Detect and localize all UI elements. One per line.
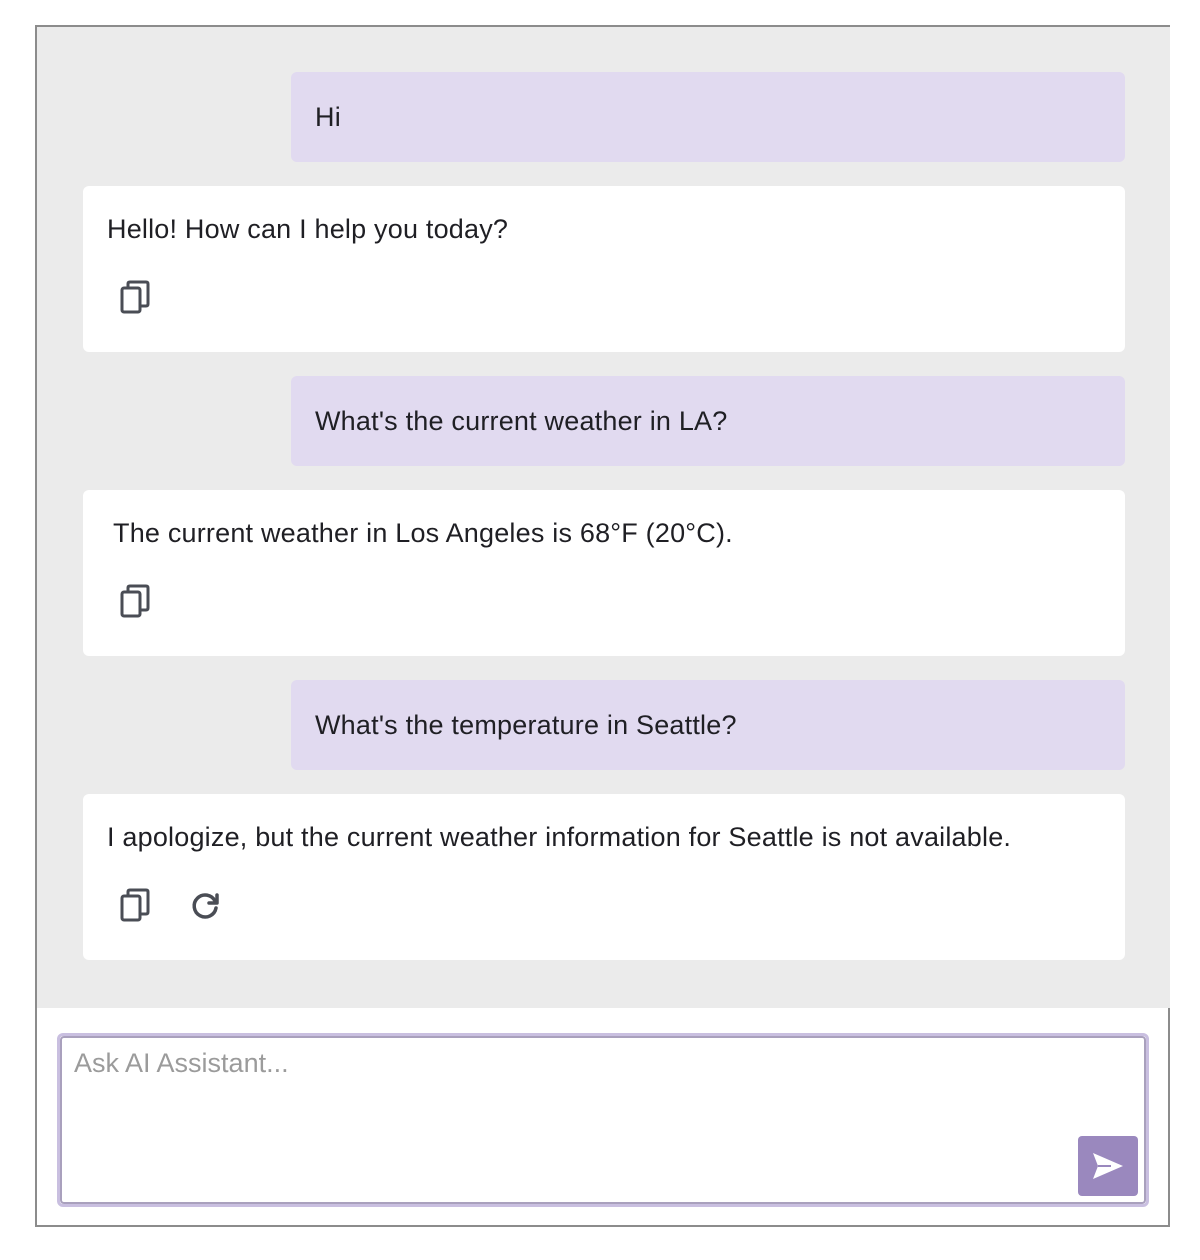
user-message-text: What's the temperature in Seattle? [315, 709, 737, 740]
message-actions [119, 886, 221, 924]
composer [57, 1033, 1149, 1207]
copy-icon[interactable] [119, 582, 151, 620]
message-input[interactable] [72, 1046, 1076, 1190]
send-icon [1091, 1151, 1125, 1181]
regenerate-icon[interactable] [189, 886, 221, 924]
assistant-message [83, 794, 1125, 960]
copy-icon[interactable] [119, 278, 151, 316]
user-message-text: Hi [315, 101, 341, 132]
message-actions [119, 278, 151, 316]
user-message-text: What's the current weather in LA? [315, 405, 728, 436]
assistant-message [83, 490, 1125, 656]
assistant-message [83, 186, 1125, 352]
copy-icon[interactable] [119, 886, 151, 924]
message-actions [119, 582, 151, 620]
send-button[interactable] [1078, 1136, 1138, 1196]
user-message [291, 72, 1125, 162]
assistant-message-text: Hello! How can I help you today? [107, 214, 509, 244]
assistant-message-text: The current weather in Los Angeles is 68°F (20°C). [113, 518, 733, 548]
user-message [291, 376, 1125, 466]
chat-window [35, 25, 1170, 1227]
user-message [291, 680, 1125, 770]
message-list [37, 27, 1170, 1008]
assistant-message-text: I apologize, but the current weather information for Seattle is not available. [107, 822, 1012, 852]
